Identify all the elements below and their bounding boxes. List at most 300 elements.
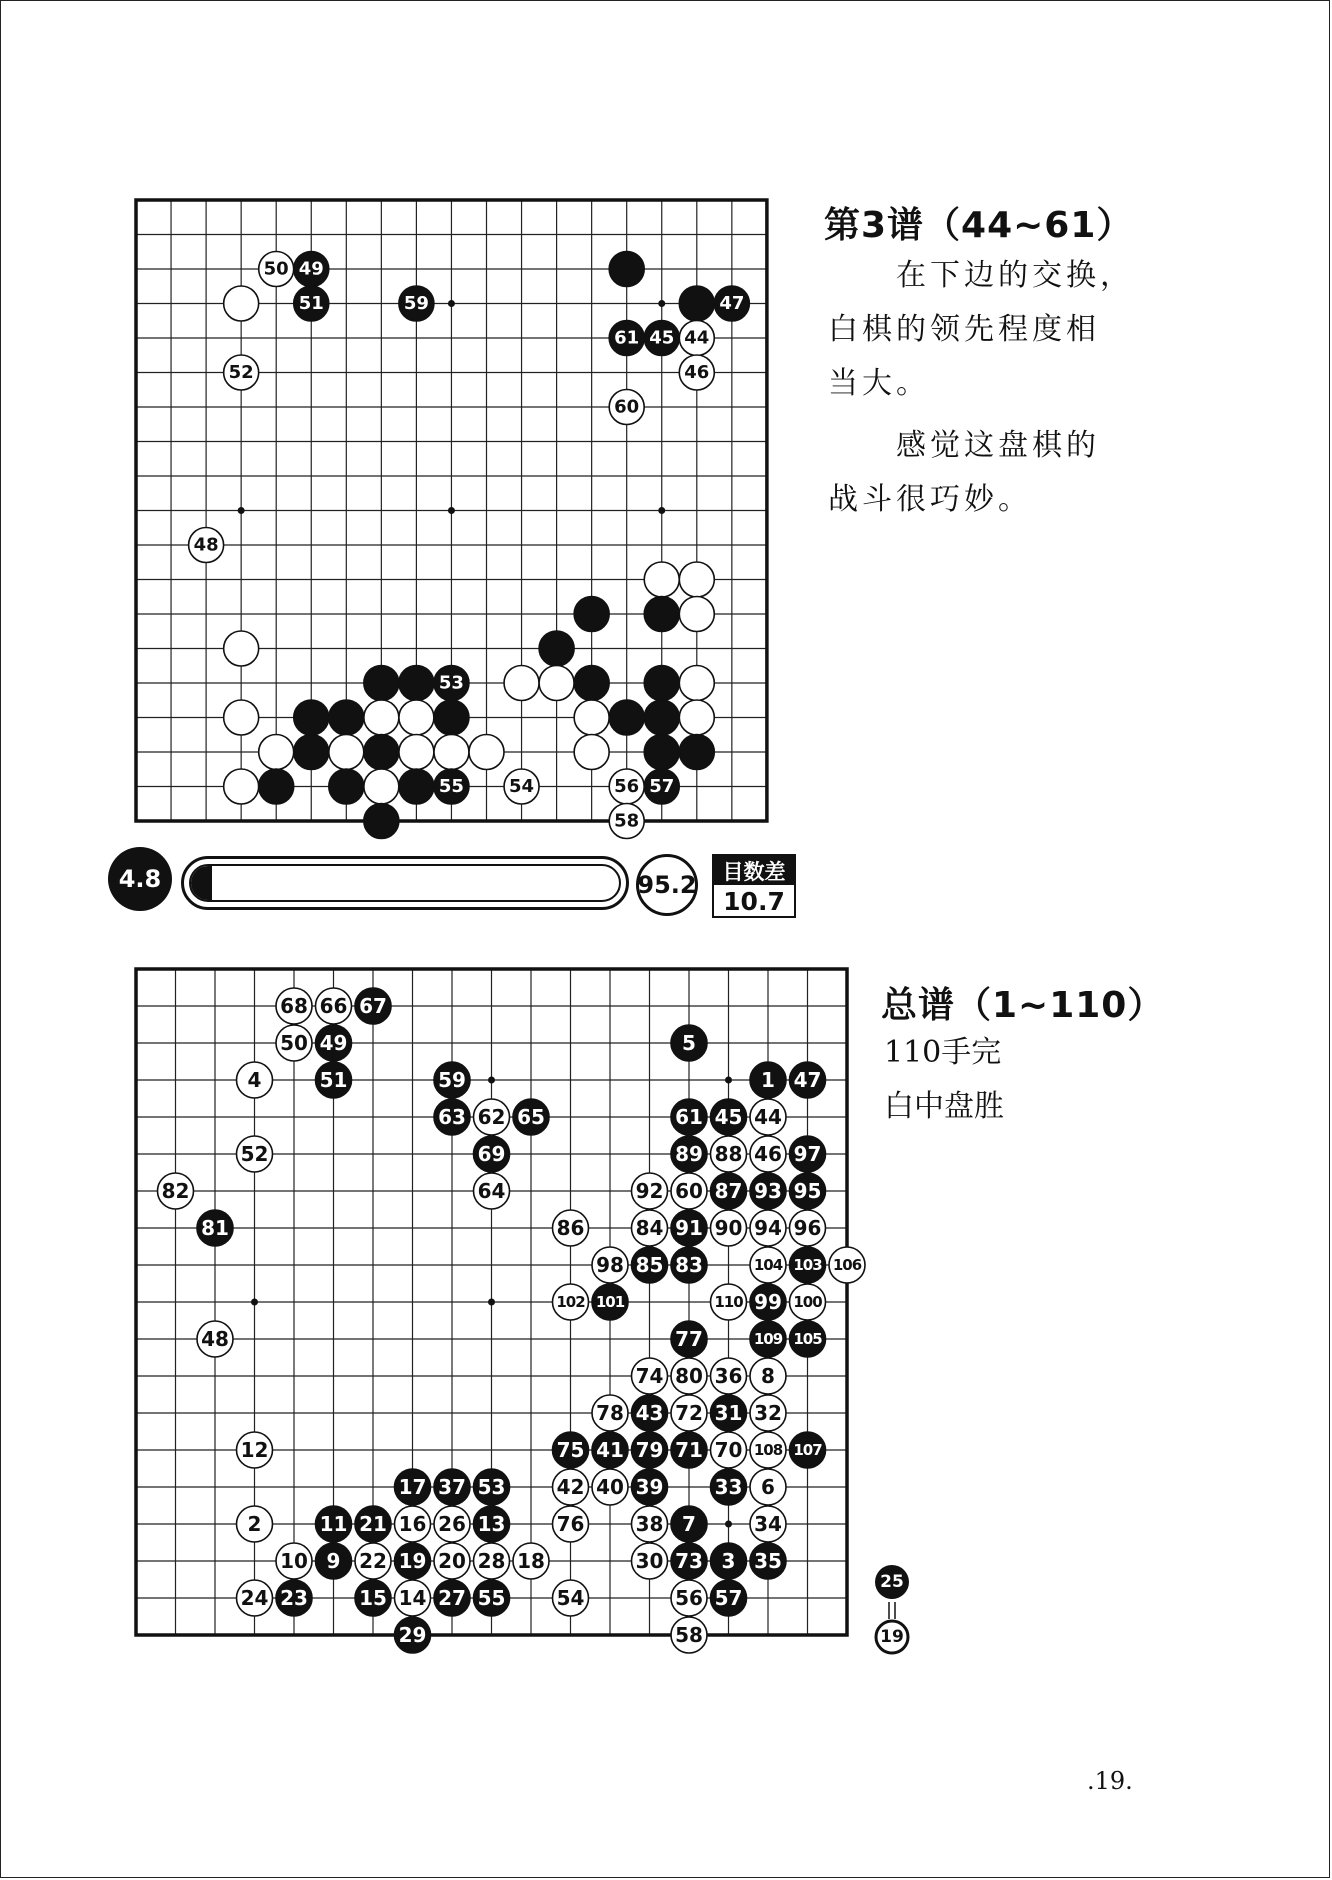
stone-disc — [644, 597, 679, 632]
white-stone — [679, 321, 714, 356]
white-stone — [224, 286, 259, 321]
move-number: 24 — [240, 1586, 269, 1610]
commentary-line-1: 在下边的交换， — [896, 258, 1134, 293]
move-number: 35 — [754, 1549, 782, 1573]
white-win-rate-badge: 95.2 — [636, 854, 698, 916]
black-stone — [553, 1432, 589, 1468]
white-stone — [592, 1395, 628, 1431]
stone-disc — [364, 735, 399, 770]
move-number: 100 — [793, 1293, 822, 1311]
white-stone — [790, 1210, 826, 1246]
white-stone — [711, 1136, 747, 1172]
black-stone — [644, 700, 679, 735]
move-number: 41 — [596, 1438, 624, 1462]
white-stone — [750, 1469, 786, 1505]
black-stone — [671, 1321, 707, 1357]
commentary-line-5: 战斗很巧妙。 — [828, 482, 1032, 517]
black-stone — [434, 769, 469, 804]
white-stone — [189, 528, 224, 563]
black-stone — [609, 252, 644, 287]
stone-disc — [679, 597, 714, 632]
black-stone — [574, 666, 609, 701]
game-length: 110手完 — [884, 1035, 1002, 1070]
white-stone — [711, 1284, 747, 1320]
black-stone — [711, 1173, 747, 1209]
black-stone — [790, 1247, 826, 1283]
white-stone — [224, 769, 259, 804]
white-stone — [276, 988, 312, 1024]
move-number: 2 — [247, 1512, 262, 1536]
white-stone — [197, 1321, 233, 1357]
stone-disc — [224, 700, 259, 735]
white-stone — [632, 1506, 668, 1542]
white-stone — [750, 1247, 786, 1283]
stone-disc — [574, 597, 609, 632]
star-point — [238, 507, 245, 514]
move-number: 58 — [675, 1623, 703, 1647]
white-stone — [671, 1358, 707, 1394]
move-number: 46 — [754, 1142, 782, 1166]
black-stone — [399, 769, 434, 804]
move-number: 30 — [635, 1549, 664, 1573]
black-win-rate-badge: 4.8 — [108, 847, 172, 911]
black-stone — [644, 597, 679, 632]
black-stone — [329, 700, 364, 735]
white-stone — [750, 1395, 786, 1431]
move-number: 10 — [280, 1549, 308, 1573]
commentary-line-2: 白棋的领先程度相 — [828, 312, 1100, 347]
move-number: 4 — [247, 1068, 262, 1092]
stone-disc — [224, 286, 259, 321]
move-number: 101 — [595, 1293, 625, 1311]
move-number: 44 — [754, 1105, 782, 1129]
black-stone — [790, 1321, 826, 1357]
move-number: 75 — [556, 1438, 585, 1462]
white-stone — [237, 1136, 273, 1172]
star-point — [448, 507, 455, 514]
move-number: 53 — [438, 672, 464, 694]
white-stone — [553, 1284, 589, 1320]
ko-note — [870, 1564, 920, 1664]
black-stone — [671, 1506, 707, 1542]
move-number: 54 — [509, 776, 535, 797]
black-stone — [679, 735, 714, 770]
black-stone — [294, 252, 329, 287]
move-number: 84 — [635, 1216, 664, 1240]
black-stone — [711, 1469, 747, 1505]
game-result: 白中盘胜 — [884, 1089, 1004, 1124]
stone-disc — [574, 666, 609, 701]
move-number: 1 — [761, 1068, 775, 1092]
move-number: 108 — [753, 1441, 783, 1459]
move-number: 57 — [714, 1586, 743, 1610]
black-stone — [474, 1580, 510, 1616]
move-number: 91 — [675, 1216, 703, 1240]
move-number: 99 — [754, 1290, 782, 1314]
move-number: 6 — [761, 1475, 775, 1499]
black-stone — [355, 988, 391, 1024]
move-number: 98 — [596, 1253, 624, 1277]
move-number: 83 — [675, 1253, 703, 1277]
move-number: 29 — [398, 1623, 427, 1647]
black-stone — [750, 1284, 786, 1320]
move-number: 95 — [793, 1179, 822, 1203]
white-stone — [399, 700, 434, 735]
move-number: 13 — [477, 1512, 506, 1536]
move-number: 61 — [614, 327, 640, 349]
black-stone — [355, 1506, 391, 1542]
move-number: 107 — [793, 1441, 822, 1459]
black-stone — [395, 1617, 431, 1653]
white-stone — [395, 1506, 431, 1542]
move-number: 89 — [675, 1142, 703, 1166]
white-stone — [553, 1469, 589, 1505]
move-number: 57 — [649, 776, 675, 797]
black-stone — [671, 1099, 707, 1135]
black-stone — [679, 286, 714, 321]
move-number: 66 — [319, 994, 348, 1018]
white-stone — [671, 1617, 707, 1653]
black-stone — [434, 666, 469, 701]
black-stone — [474, 1136, 510, 1172]
white-stone — [364, 769, 399, 804]
star-point — [448, 300, 455, 307]
black-stone — [592, 1284, 628, 1320]
move-number: 39 — [635, 1475, 664, 1499]
white-stone — [679, 562, 714, 597]
black-stone — [294, 700, 329, 735]
stone-disc — [539, 631, 574, 666]
black-stone — [364, 804, 399, 839]
white-stone — [671, 1173, 707, 1209]
white-stone — [434, 735, 469, 770]
black-stone — [513, 1099, 549, 1135]
move-number: 20 — [438, 1549, 466, 1573]
black-stone — [671, 1247, 707, 1283]
black-stone — [671, 1136, 707, 1172]
move-number: 52 — [240, 1142, 269, 1166]
move-number: 47 — [793, 1068, 822, 1092]
move-number: 55 — [477, 1586, 506, 1610]
black-stone — [644, 769, 679, 804]
white-stone — [679, 597, 714, 632]
move-number: 19 — [398, 1549, 427, 1573]
white-stone — [504, 769, 539, 804]
white-stone — [474, 1173, 510, 1209]
black-stone — [632, 1247, 668, 1283]
white-stone — [679, 700, 714, 735]
white-stone — [671, 1395, 707, 1431]
white-stone — [750, 1210, 786, 1246]
star-point — [658, 300, 665, 307]
move-number: 59 — [403, 293, 429, 314]
black-stone — [395, 1543, 431, 1579]
move-number: 70 — [714, 1438, 743, 1462]
move-number: 8 — [761, 1364, 775, 1388]
black-stone — [316, 1025, 352, 1061]
move-number: 69 — [477, 1142, 506, 1166]
black-stone — [294, 286, 329, 321]
move-number: 14 — [398, 1586, 427, 1610]
move-number: 71 — [675, 1438, 703, 1462]
ko-black-number: 25 — [880, 1572, 904, 1592]
move-number: 49 — [298, 258, 324, 280]
move-number: 33 — [714, 1475, 743, 1499]
move-number: 45 — [649, 327, 675, 349]
move-number: 72 — [675, 1401, 703, 1425]
black-stone — [671, 1210, 707, 1246]
black-stone — [434, 1099, 470, 1135]
win-rate-bar-track — [189, 864, 621, 902]
move-number: 106 — [832, 1256, 862, 1274]
move-number: 48 — [193, 534, 219, 556]
star-point — [725, 1077, 732, 1084]
black-stone — [276, 1580, 312, 1616]
stone-disc — [259, 735, 294, 770]
move-number: 103 — [793, 1256, 822, 1274]
move-number: 16 — [398, 1512, 427, 1536]
stone-disc — [399, 735, 434, 770]
white-stone — [399, 735, 434, 770]
stone-disc — [644, 666, 679, 701]
move-number: 58 — [614, 810, 640, 832]
move-number: 82 — [161, 1179, 190, 1203]
black-stone — [399, 286, 434, 321]
move-number: 3 — [721, 1549, 736, 1573]
move-number: 76 — [556, 1512, 585, 1536]
move-number: 62 — [477, 1105, 506, 1129]
move-number: 81 — [201, 1216, 229, 1240]
stone-disc — [574, 735, 609, 770]
white-stone — [237, 1506, 273, 1542]
black-win-rate-fill — [191, 866, 212, 900]
move-number: 26 — [438, 1512, 466, 1536]
move-number: 28 — [477, 1549, 506, 1573]
move-number: 5 — [682, 1031, 696, 1055]
stone-disc — [329, 700, 364, 735]
move-number: 7 — [682, 1512, 696, 1536]
score-difference-label: 目数差 — [714, 856, 794, 885]
black-stone — [790, 1173, 826, 1209]
move-number: 42 — [556, 1475, 585, 1499]
move-number: 65 — [517, 1105, 545, 1129]
black-stone — [316, 1062, 352, 1098]
white-stone — [750, 1358, 786, 1394]
star-point — [251, 1299, 258, 1306]
white-stone — [750, 1432, 786, 1468]
ko-white-number: 19 — [880, 1627, 904, 1647]
move-number: 52 — [228, 362, 254, 383]
white-stone — [750, 1099, 786, 1135]
go-board-full-game — [134, 967, 874, 1672]
move-number: 79 — [635, 1438, 664, 1462]
move-number: 105 — [793, 1330, 822, 1348]
black-stone — [434, 1469, 470, 1505]
black-stone — [316, 1506, 352, 1542]
stone-disc — [399, 769, 434, 804]
white-stone — [395, 1580, 431, 1616]
move-number: 86 — [556, 1216, 585, 1240]
white-stone — [553, 1506, 589, 1542]
white-stone — [259, 252, 294, 287]
stone-disc — [679, 666, 714, 701]
move-number: 49 — [319, 1031, 348, 1055]
move-number: 102 — [556, 1293, 585, 1311]
white-stone — [504, 666, 539, 701]
black-stone — [434, 1062, 470, 1098]
move-number: 22 — [359, 1549, 387, 1573]
black-stone — [364, 735, 399, 770]
white-stone — [592, 1469, 628, 1505]
white-stone — [711, 1358, 747, 1394]
stone-disc — [644, 562, 679, 597]
black-stone — [474, 1506, 510, 1542]
black-stone — [395, 1469, 431, 1505]
move-number: 96 — [793, 1216, 822, 1240]
move-number: 110 — [714, 1293, 743, 1311]
move-number: 37 — [438, 1475, 466, 1499]
move-number: 109 — [753, 1330, 783, 1348]
black-stone — [714, 286, 749, 321]
star-point — [488, 1299, 495, 1306]
move-number: 15 — [359, 1586, 387, 1610]
white-stone — [329, 735, 364, 770]
move-number: 12 — [240, 1438, 269, 1462]
stone-disc — [259, 769, 294, 804]
black-stone — [750, 1543, 786, 1579]
move-number: 36 — [714, 1364, 743, 1388]
black-stone — [592, 1432, 628, 1468]
full-game-title: 总谱（1~110） — [881, 985, 1165, 1026]
move-number: 59 — [438, 1068, 466, 1092]
move-number: 43 — [635, 1401, 664, 1425]
black-stone — [434, 700, 469, 735]
white-stone — [632, 1210, 668, 1246]
white-stone — [644, 562, 679, 597]
white-stone — [592, 1247, 628, 1283]
move-number: 92 — [635, 1179, 664, 1203]
move-number: 27 — [438, 1586, 466, 1610]
move-number: 38 — [635, 1512, 664, 1536]
white-stone — [434, 1543, 470, 1579]
white-stone — [513, 1543, 549, 1579]
stone-disc — [399, 666, 434, 701]
black-stone — [711, 1543, 747, 1579]
move-number: 67 — [359, 994, 387, 1018]
black-stone — [750, 1321, 786, 1357]
score-difference-box — [712, 854, 796, 918]
white-stone — [224, 700, 259, 735]
white-stone — [276, 1543, 312, 1579]
white-stone — [790, 1284, 826, 1320]
star-point — [658, 507, 665, 514]
black-stone — [671, 1025, 707, 1061]
score-difference-value: 10.7 — [723, 887, 785, 916]
move-number: 53 — [477, 1475, 506, 1499]
black-stone — [355, 1580, 391, 1616]
black-stone — [711, 1580, 747, 1616]
move-number: 61 — [675, 1105, 703, 1129]
white-stone — [609, 804, 644, 839]
black-stone — [329, 769, 364, 804]
stone-disc — [294, 735, 329, 770]
black-stone — [644, 321, 679, 356]
page-number: .19. — [1087, 1767, 1133, 1795]
black-stone — [711, 1395, 747, 1431]
white-stone — [609, 390, 644, 425]
white-stone — [632, 1173, 668, 1209]
stone-disc — [364, 804, 399, 839]
white-stone — [259, 735, 294, 770]
black-stone — [644, 666, 679, 701]
move-number: 85 — [635, 1253, 664, 1277]
stone-disc — [329, 735, 364, 770]
white-stone — [316, 988, 352, 1024]
move-number: 46 — [684, 362, 710, 383]
black-stone — [434, 1580, 470, 1616]
move-number: 63 — [438, 1105, 466, 1129]
white-stone — [829, 1247, 865, 1283]
black-stone — [750, 1173, 786, 1209]
stone-disc — [609, 700, 644, 735]
white-stone — [553, 1210, 589, 1246]
move-number: 73 — [675, 1549, 703, 1573]
white-stone — [276, 1025, 312, 1061]
move-number: 45 — [714, 1105, 743, 1129]
white-stone — [237, 1580, 273, 1616]
move-number: 9 — [326, 1549, 341, 1573]
move-number: 104 — [753, 1256, 783, 1274]
black-stone — [632, 1395, 668, 1431]
stone-disc — [644, 700, 679, 735]
move-number: 34 — [754, 1512, 782, 1536]
move-number: 64 — [477, 1179, 506, 1203]
white-stone — [679, 666, 714, 701]
white-stone — [553, 1580, 589, 1616]
black-stone — [539, 631, 574, 666]
white-stone — [158, 1173, 194, 1209]
stone-disc — [434, 700, 469, 735]
move-number: 80 — [675, 1364, 703, 1388]
white-stone — [671, 1580, 707, 1616]
stone-disc — [364, 769, 399, 804]
move-number: 87 — [714, 1179, 743, 1203]
stone-disc — [469, 735, 504, 770]
move-number: 90 — [714, 1216, 743, 1240]
move-number: 23 — [280, 1586, 308, 1610]
black-stone — [711, 1099, 747, 1135]
move-number: 51 — [298, 293, 324, 314]
white-stone — [539, 666, 574, 701]
white-stone — [237, 1432, 273, 1468]
black-stone — [790, 1062, 826, 1098]
move-number: 18 — [517, 1549, 545, 1573]
white-stone — [750, 1136, 786, 1172]
commentary-line-3: 当大。 — [828, 366, 930, 401]
move-number: 77 — [675, 1327, 703, 1351]
move-number: 47 — [719, 293, 745, 314]
stone-disc — [294, 700, 329, 735]
black-stone — [197, 1210, 233, 1246]
black-stone — [574, 597, 609, 632]
black-stone — [750, 1062, 786, 1098]
white-stone — [679, 355, 714, 390]
stone-disc — [434, 735, 469, 770]
go-board-diagram-3 — [134, 198, 794, 838]
star-point — [725, 1521, 732, 1528]
stone-disc — [329, 769, 364, 804]
move-number: 44 — [684, 327, 710, 349]
